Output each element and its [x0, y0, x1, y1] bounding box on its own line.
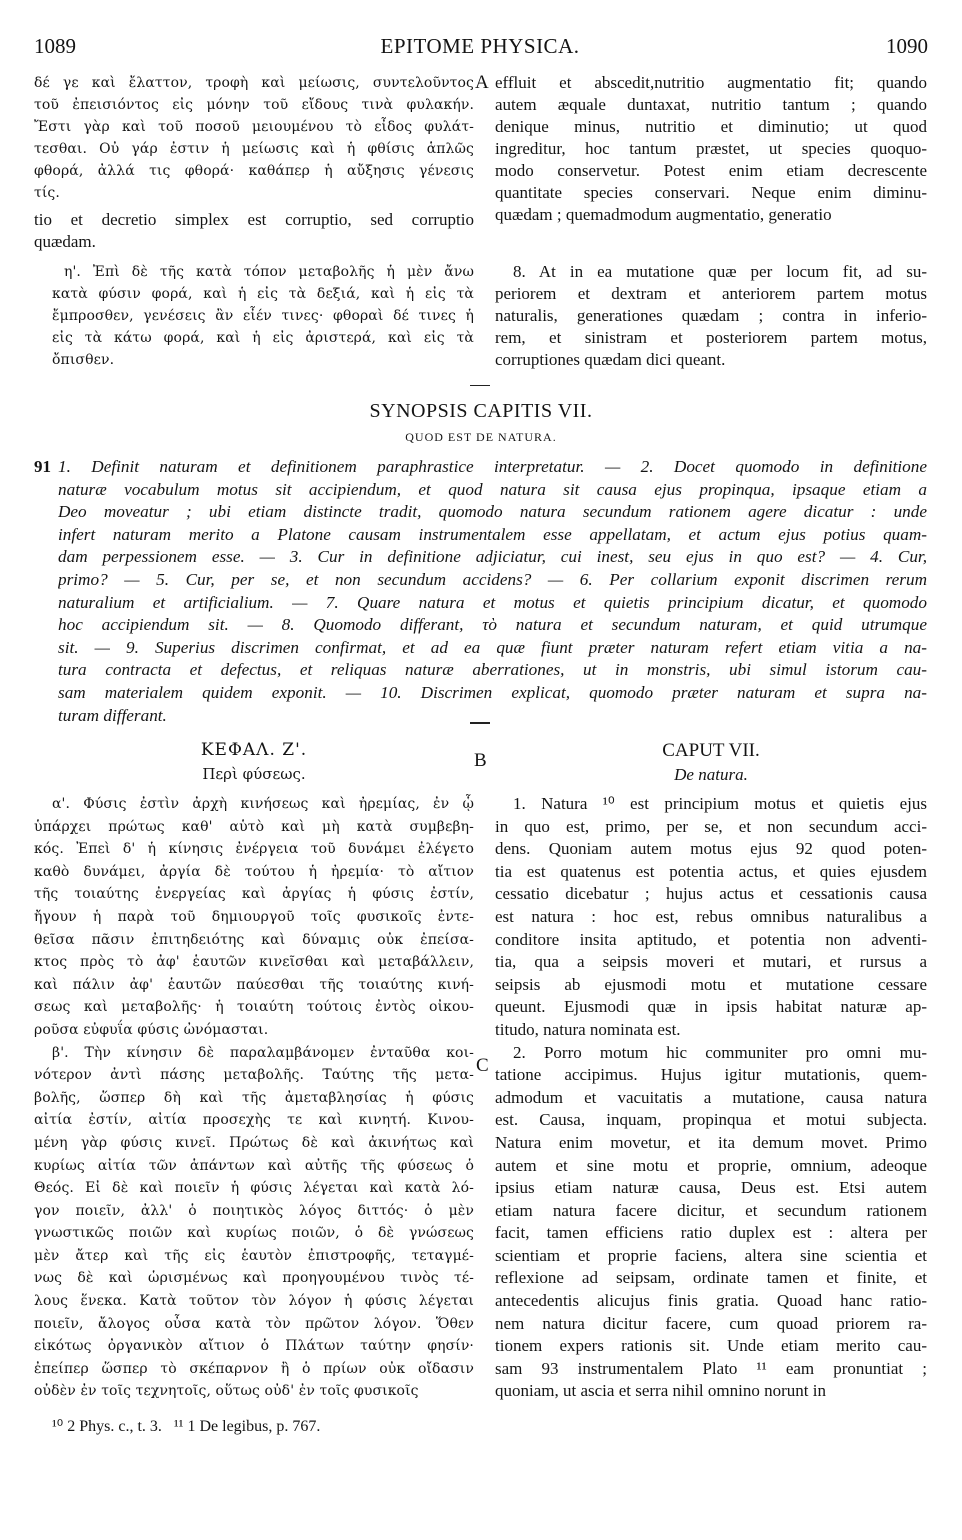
greek-text-line: νότερον ἀντὶ πάσης μεταβολῆς. Ταύτης τῆς μετα-	[34, 1067, 474, 1084]
latin-text-line: 2. Porro motum hic communiter pro omni mu-	[513, 1042, 927, 1062]
greek-text-line: εἰκότως ὀργανικὸν αἴτιον ὁ Πλάτων ταύτην φησίν·	[34, 1338, 474, 1355]
synopsis-line: Deo moveatur ; ubi etiam distincte tradit, quomodo natura secundum rationem agere dicatur : unde	[58, 502, 927, 522]
greek-chapter-heading: ΚΕΦΑΛ. Ζ'.	[200, 740, 308, 760]
latin-text-line: corruptiones quædam dici queant.	[495, 350, 726, 369]
latin-text-line: titudo, natura nominata est.	[495, 1019, 681, 1039]
greek-text-line: εἰς τὰ κάτω φορά, καὶ ἡ εἰς ἀριστερά, καὶ εἰς τὰ	[52, 330, 474, 346]
latin-text-line: conditore insita aptitudo, et potentia non adventi-	[495, 929, 927, 949]
divider-short	[470, 385, 490, 386]
latin-text-line: tia, qua a seipsis moveri et mutari, et rursus a	[495, 952, 927, 972]
synopsis-title: SYNOPSIS CAPITIS VII.	[369, 400, 593, 422]
footnote: ¹⁰ 2 Phys. c., t. 3. ¹¹ 1 De legibus, p. 767.	[52, 1418, 321, 1435]
greek-text-line: φθορά, ἀλλά τις φθορά· καθάπερ ἡ αὔξησις γένεσις	[34, 163, 474, 179]
greek-text-line: καθὸ δυνάμει, ἀργία δὲ τούτου ἡ ἠρεμία· τὸ αἴτιον	[34, 863, 474, 880]
section8-latin-column	[495, 261, 927, 371]
page-number-left: 1089	[34, 34, 76, 58]
greek-text-line: τῆς τοιαύτης ἐνεργείας καὶ ἀργίας ἡ φύσις ἐστίν,	[34, 886, 474, 903]
latin-text-line: 1. Natura ¹⁰ est principium motus et quietis ejus	[513, 794, 927, 813]
latin-text-line: autem et sine motu et proprie, omnium, adeoque	[495, 1155, 927, 1175]
margin-marker-c: C	[476, 1055, 489, 1076]
synopsis-line: infert naturam merito a Platone causam instrumentalem esse appellatam, et actum ejus potius quam-	[58, 524, 927, 544]
running-title: EPITOME PHYSICA.	[380, 34, 580, 58]
greek-text-line: τίς.	[34, 185, 60, 201]
latin-text-line: sam 93 instrumentalem Plato ¹¹ eam pronuntiat ;	[495, 1358, 927, 1378]
latin-text-line: autem æquale duntaxat, nutritio tantum ; quando	[495, 95, 927, 114]
synopsis-line: tura contracta et defectus, et reliquas naturæ aberrationes, ut in monstris, ubi simul istorum cau-	[58, 660, 927, 680]
latin-text-line: etiam natura facere dicitur, et secundum rationem	[495, 1200, 927, 1220]
synopsis-line: turam differant.	[58, 705, 167, 725]
greek-text-line: κατὰ φύσιν φορά, καὶ ἡ εἰς τὰ δεξιά, καὶ ἡ εἰς τὰ	[52, 286, 474, 302]
synopsis-line: naturalium et artificialium. — 7. Quare natura et motus et quietis principium dicatur, et quomodo	[58, 592, 927, 612]
greek-text-line: κός. Ἐπεὶ δ' ἡ κίνησις ἐνέργεια τοῦ δυνάμει ἐλέγετο	[34, 841, 474, 858]
chapter-greek-column	[34, 793, 474, 1403]
greek-text-line: βολῆς, ὥσπερ δὴ καὶ τῆς ἀμεταβλησίας ἡ φύσις	[34, 1089, 474, 1106]
greek-text-line: ἐπείπερ ὥσπερ τὸ σκέπαρνον ἢ ὁ πρίων οὐκ οἴδασιν	[34, 1360, 474, 1377]
latin-text-line: tia est quatenus est potentia actus, et quies ejusdem	[495, 861, 927, 881]
synopsis-text	[58, 456, 927, 727]
synopsis-line: sam materialem quidem exponit. — 10. Discrimen explicat, quomodo præter naturam et supra na-	[58, 682, 927, 702]
chapter-latin-column	[495, 793, 927, 1403]
latin-text-line: est. Causa, inquam, propinqua et motui subjecta.	[495, 1110, 927, 1130]
latin-text-line: ingreditur, hoc tantum præstet, ut species quoquo-	[495, 139, 927, 158]
latin-text-line: antecedentis alicujus finis gratia. Quoad hanc ratio-	[495, 1291, 927, 1311]
latin-text-line: naturalis, generationes quædam ; contra in inferio-	[495, 306, 927, 325]
greek-text-line: τοῦ ἐπεισιόντος εἰς μόνην τοῦ εἴδους τινὰ φυλακήν.	[34, 97, 474, 113]
latin-text-line: quoniam, ut ascia et serra nihil omnino norunt in	[495, 1381, 826, 1401]
top-latin-left-column	[34, 209, 474, 253]
synopsis-line: 1. Definit naturam et definitionem paraphrastice interpretatur. — 2. Docet quomodo in definitione	[58, 457, 927, 476]
latin-text-line: admodum et vacuitatis a mutatione, causa natura	[495, 1087, 927, 1107]
section8-greek-column	[52, 261, 474, 371]
latin-text-line: tionem expers rationis sit. Unde etiam merito cau-	[495, 1336, 927, 1356]
page-number-right: 1090	[886, 34, 928, 58]
top-latin-right-column	[495, 72, 927, 226]
greek-text-line: δέ γε καὶ ἔλαττον, τροφὴ καὶ μείωσις, συντελοῦντος	[34, 75, 474, 91]
greek-text-line: ὑπάρχει πρώτως καθ' αὑτὸ καὶ μὴ κατὰ συμβεβη-	[34, 818, 474, 835]
latin-text-line: Natura enim movetur, et ita demum movet. Primo	[495, 1132, 927, 1152]
margin-marker-a: A	[475, 72, 489, 93]
top-greek-column	[34, 72, 474, 204]
greek-text-line: μένη γὰρ φύσις κινεῖ. Πρώτως δὲ καὶ ἀκινήτως καὶ	[34, 1134, 474, 1151]
greek-text-line: καὶ πάλιν ἀφ' ἑαυτῶν παύεσθαι τῆς τοιαύτης κινή-	[34, 976, 474, 993]
synopsis-margin-number: 91	[34, 457, 51, 476]
greek-text-line: αἰτία ἐστίν, αἰτία προσεχὴς τε καὶ κινητή. Κινου-	[34, 1112, 474, 1129]
latin-text-line: effluit et abscedit,nutritio augmentatio fit; quando	[495, 73, 927, 92]
margin-marker-b: B	[474, 750, 487, 771]
latin-text-line: quædam ; quemadmodum augmentatio, generatio	[495, 205, 832, 224]
greek-text-line: η'. Ἐπὶ δὲ τῆς κατὰ τόπον μεταβολῆς ἡ μὲν ἄνω	[64, 264, 474, 280]
greek-text-line: Ἔστι γὰρ καὶ τοῦ ποσοῦ μειουμένου τὸ εἶδος φυλάτ-	[34, 119, 474, 135]
greek-text-line: Θεός. Εἰ δὲ καὶ ποιεῖν ἡ φύσις λέγεται καὶ κατὰ λό-	[34, 1180, 474, 1197]
greek-text-line: οὐδὲν ἐν τοῖς τεχνητοῖς, οὕτως οὐδ' ἐν τοῖς φυσικοῖς	[34, 1383, 419, 1400]
greek-text-line: μὲν ἄτερ καὶ τῆς εἰς ἑαυτὸν ἐπιστροφῆς, τεταγμέ-	[34, 1247, 474, 1264]
greek-text-line: θεῖσα πᾶσιν ἐπιτηδειότης καὶ δύναμις οὐκ ἐπείσα-	[34, 931, 474, 948]
greek-text-line: ποιεῖν, ἄλογος οὖσα κατὰ τὸν πρῶτον λόγον. Ὅθεν	[34, 1315, 474, 1332]
greek-text-line: ἤγουν ἡ παρὰ τοῦ δημιουργοῦ τοῖς φυσικοῖς ἐντε-	[34, 908, 474, 925]
divider-synopsis	[470, 722, 490, 724]
greek-text-line: β'. Τὴν κίνησιν δὲ παραλαμβάνομεν ἐνταῦθα κοι-	[52, 1044, 474, 1061]
synopsis-line: naturæ vocabulum motus sit accipiendum, et quod natura sit causa ejus propinqua, ipsaque etiam a	[58, 479, 927, 499]
greek-chapter-subheading: Περὶ φύσεως.	[202, 765, 306, 783]
latin-text-line: rem, et sinistram et posteriorem partem motus,	[495, 328, 927, 347]
latin-text-line: cessatio dicebatur ; hujus actus et cessationis causa	[495, 884, 927, 904]
latin-text-line: 8. At in ea mutatione quæ per locum fit, ad su-	[513, 262, 927, 281]
latin-text-line: facit, tamen efficiens ratio duplex est : altera per	[495, 1223, 927, 1243]
synopsis-line: primo? — 5. Cur, per se, et non secundum accidens? — 6. Per collarium exponit discrimen rerum	[58, 569, 927, 589]
latin-text-line: in quo est, primo, per se, et non secundum acci-	[495, 816, 927, 836]
greek-text-line: τεσθαι. Οὐ γάρ ἐστιν ἡ μείωσις καὶ ἡ φθίσις ἁπλῶς	[34, 141, 474, 157]
latin-chapter-subheading: De natura.	[674, 765, 748, 784]
latin-text-line: est natura : hoc est, rebus omnibus naturalibus a	[495, 906, 927, 926]
latin-text-line: quædam.	[34, 232, 96, 251]
greek-text-line: γνωστικῶς ποιῶν καὶ κυρίως ποιῶν, ὁ δὲ γνώσεως	[34, 1225, 474, 1242]
greek-text-line: ροῦσα εὐφυΐα φύσις ὠνόμασται.	[34, 1021, 269, 1038]
latin-text-line: ipsius etiam naturæ causa, Deus est. Etsi autem	[495, 1178, 927, 1198]
latin-text-line: tatione accipimus. Hujus igitur mutationis, quem-	[495, 1065, 927, 1085]
greek-text-line: κτος πρὸς τὸ ἀφ' ἑαυτῶν κινεῖσθαι καὶ μεταβάλλειν,	[34, 954, 474, 971]
latin-text-line: periorem et dextram et anteriorem partem motus	[495, 284, 927, 303]
greek-text-line: σεως καὶ μεταβολῆς· ἡ τοιαύτη τούτοις ἐντὸς οἰκου-	[34, 999, 474, 1016]
greek-text-line: γον ποιεῖν, ἀλλ' ὁ ποιητικὸς λόγος διττός· ὁ μὲν	[34, 1202, 474, 1219]
greek-text-line: ὄπισθεν.	[52, 352, 115, 368]
synopsis-line: dam perpessionem esse. — 3. Cur in definitione adjiciatur, cui inest, seu ejus in quo est? — 4. Cur,	[58, 547, 927, 567]
latin-text-line: seipsis ab ejusmodi motu et mutatione cessare	[495, 974, 927, 994]
latin-text-line: reflexione ad seipsam, ordinate tamen et finite, et	[495, 1268, 927, 1288]
synopsis-line: hoc accipiendum sit. — 8. Quomodo differant, τὸ natura et secundum naturam, et quid utrumque	[58, 615, 927, 635]
latin-text-line: queunt. Ejusmodi quæ in ipsis habitat naturæ ap-	[495, 997, 927, 1017]
greek-text-line: νως δὲ καὶ ὡρισμένως καὶ προηγουμένου τινὸς τέ-	[34, 1270, 474, 1287]
greek-text-line: λους ἕνεκα. Κατὰ τοῦτον τὸν λόγον ἡ φύσις λέγεται	[34, 1293, 474, 1310]
synopsis-line: sit. — 9. Superius discrimen confirmat, et ad ea quæ fiunt præter naturam refert etiam vitia a na-	[58, 637, 927, 657]
latin-text-line: tio et decretio simplex est corruptio, sed corruptio	[34, 210, 474, 229]
latin-text-line: denique minus, nutritio et diminutio; ut quod	[495, 117, 927, 136]
latin-text-line: dens. Quoniam autem motus ejus 92 quod poten-	[495, 839, 927, 859]
latin-text-line: scientiam et proprie faciens, altera sine scientia et	[495, 1245, 927, 1265]
greek-text-line: ἔμπροσθεν, γενέσεις ἂν εἶέν τινες· φθοραὶ δέ τινες ἡ	[52, 308, 474, 324]
synopsis-subtitle: QUOD EST DE NATURA.	[405, 430, 557, 444]
latin-text-line: nem natura dicitur facere, cum quoad priorem ra-	[495, 1313, 927, 1333]
latin-text-line: quantitate species conservari. Neque enim diminu-	[495, 183, 927, 202]
greek-text-line: κυρίως αἰτία τῶν ἁπάντων καὶ αὐτῆς τῆς φύσεως ὁ	[34, 1157, 474, 1174]
latin-text-line: modo conservetur. Potest enim etiam decrescente	[495, 161, 927, 180]
greek-text-line: α'. Φύσις ἐστὶν ἀρχὴ κινήσεως καὶ ἠρεμίας, ἐν ᾧ	[52, 796, 474, 812]
latin-chapter-heading: CAPUT VII.	[662, 740, 760, 761]
